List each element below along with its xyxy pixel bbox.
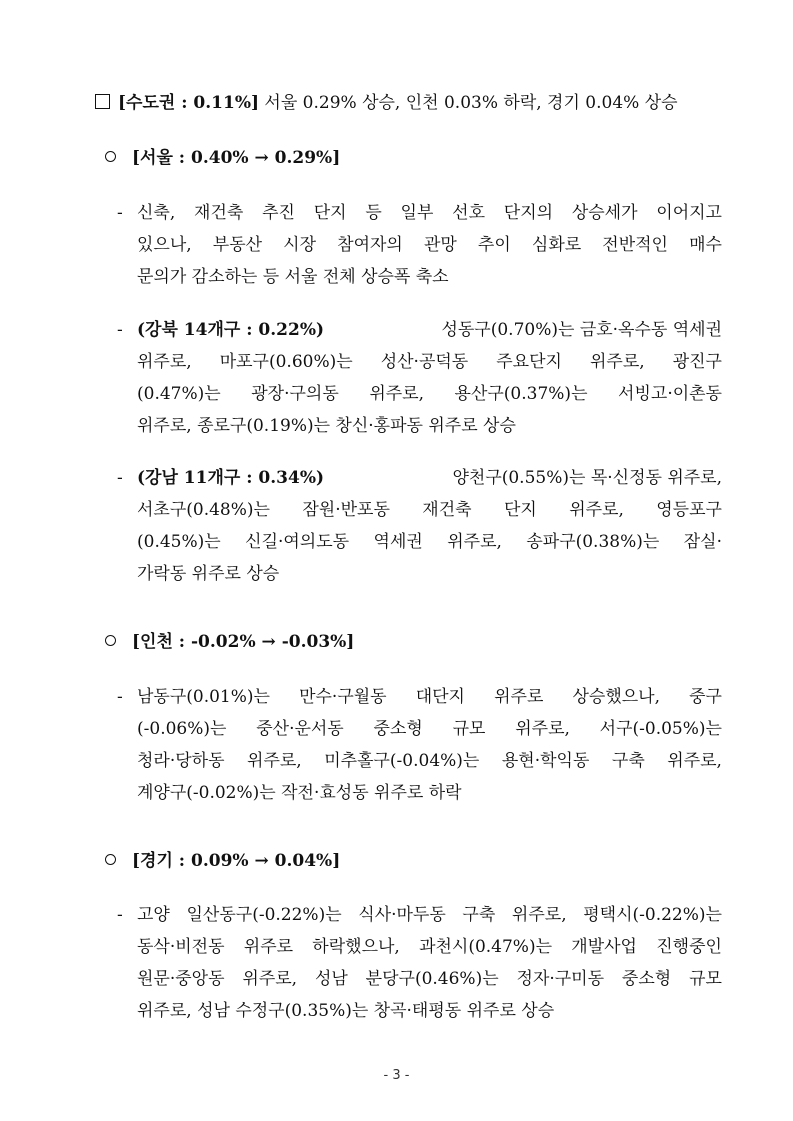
incheon-line1: 남동구(0.01%)는 만수·구월동 대단지 위주로 상승했으나, 중구 [137,687,722,707]
header-text: 서울 0.29% 상승, 인천 0.03% 하락, 경기 0.04% 상승 [259,93,678,113]
dash-marker: - [117,320,123,340]
page-number: - 3 - [383,1068,410,1083]
dash-marker: - [117,905,123,925]
dash-marker: - [117,468,123,488]
gyeonggi-heading [105,849,340,873]
seoul-para1-line3: 문의가 감소하는 등 서울 전체 상승폭 축소 [137,267,449,287]
incheon-line4: 계양구(-0.02%)는 작전·효성동 위주로 하락 [137,783,462,803]
incheon-heading [105,630,354,654]
incheon-line2: (-0.06%)는 중산·운서동 중소형 규모 위주로, 서구(-0.05%)는 [137,719,722,739]
circle-bullet-icon [105,854,116,865]
seoul-heading-text: [서울 : 0.40% → 0.29%] [132,148,341,168]
gangbuk-line4: 위주로, 종로구(0.19%)는 창신·홍파동 위주로 상승 [137,416,516,436]
gangbuk-line3: (0.47%)는 광장·구의동 위주로, 용산구(0.37%)는 서빙고·이촌동 [137,384,722,404]
gangnam-line4: 가락동 위주로 상승 [137,564,280,584]
gangnam-line1: (강남 11개구 : 0.34%) 양천구(0.55%)는 목·신정동 위주로, [137,468,722,488]
checkbox-square-icon [95,94,110,109]
gyeonggi-line4: 위주로, 성남 수정구(0.35%)는 창곡·태평동 위주로 상승 [137,1001,555,1021]
gyeonggi-line3: 원문·중앙동 위주로, 성남 분당구(0.46%)는 정자·구미동 중소형 규모 [137,969,722,989]
section-header [95,91,678,115]
circle-bullet-icon [105,151,116,162]
dash-marker: - [117,687,123,707]
gangnam-line2: 서초구(0.48%)는 잠원·반포동 재건축 단지 위주로, 영등포구 [137,500,722,520]
gangnam-line3: (0.45%)는 신길·여의도동 역세권 위주로, 송파구(0.38%)는 잠실· [137,532,722,552]
gyeonggi-line2: 동삭·비전동 위주로 하락했으나, 과천시(0.47%)는 개발사업 진행중인 [137,937,722,957]
incheon-heading-text: [인천 : -0.02% → -0.03%] [132,632,355,652]
seoul-heading [105,146,340,170]
seoul-para1-line2: 있으나, 부동산 시장 참여자의 관망 추이 심화로 전반적인 매수 [137,235,722,255]
gangbuk-line2: 위주로, 마포구(0.60%)는 성산·공덕동 주요단지 위주로, 광진구 [137,352,722,372]
incheon-line3: 청라·당하동 위주로, 미추홀구(-0.04%)는 용현·학익동 구축 위주로, [137,751,722,771]
gyeonggi-heading-text: [경기 : 0.09% → 0.04%] [132,851,341,871]
seoul-para1-line1: 신축, 재건축 추진 단지 등 일부 선호 단지의 상승세가 이어지고 [137,203,722,223]
gangbuk-line1: (강북 14개구 : 0.22%) 성동구(0.70%)는 금호·옥수동 역세권 [137,320,722,340]
gyeonggi-line1: 고양 일산동구(-0.22%)는 식사·마두동 구축 위주로, 평택시(-0.22%)는 [137,905,722,925]
header-bold: [수도권 : 0.11%] [118,93,260,113]
circle-bullet-icon [105,635,116,646]
dash-marker: - [117,203,123,223]
